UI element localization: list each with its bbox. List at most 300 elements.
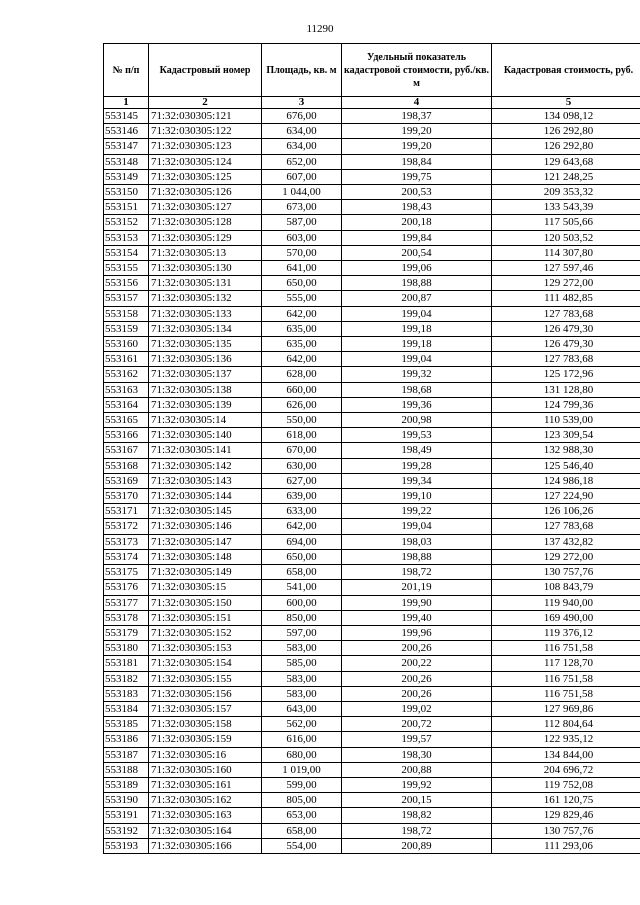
row-number-cell: 553166 <box>104 428 149 443</box>
area-cell: 562,00 <box>262 717 342 732</box>
header-cadastral-value: Кадастровая стоимость, руб. <box>492 44 640 97</box>
area-cell: 550,00 <box>262 413 342 428</box>
cadastral-number-cell: 71:32:030305:158 <box>149 717 262 732</box>
row-number-cell: 553183 <box>104 686 149 701</box>
row-number-cell: 553173 <box>104 534 149 549</box>
specific-value-cell: 198,72 <box>342 823 492 838</box>
row-number-cell: 553189 <box>104 777 149 792</box>
specific-value-cell: 200,72 <box>342 717 492 732</box>
row-number-cell: 553169 <box>104 473 149 488</box>
page-number: 11290 <box>306 23 334 35</box>
area-cell: 634,00 <box>262 139 342 154</box>
cadastral-number-cell: 71:32:030305:13 <box>149 245 262 260</box>
table-row <box>104 413 640 428</box>
cadastral-number-cell: 71:32:030305:147 <box>149 534 262 549</box>
table-row <box>104 367 640 382</box>
cadastral-value-cell: 134 098,12 <box>492 109 640 124</box>
cadastral-value-cell: 116 751,58 <box>492 641 640 656</box>
area-cell: 676,00 <box>262 109 342 124</box>
cadastral-number-cell: 71:32:030305:145 <box>149 504 262 519</box>
specific-value-cell: 199,57 <box>342 732 492 747</box>
specific-value-cell: 199,40 <box>342 610 492 625</box>
table-row <box>104 261 640 276</box>
row-number-cell: 553154 <box>104 245 149 260</box>
area-cell: 694,00 <box>262 534 342 549</box>
cadastral-number-cell: 71:32:030305:127 <box>149 200 262 215</box>
row-number-cell: 553164 <box>104 397 149 412</box>
specific-value-cell: 198,72 <box>342 565 492 580</box>
row-number-cell: 553149 <box>104 169 149 184</box>
cadastral-value-cell: 130 757,76 <box>492 565 640 580</box>
area-cell: 587,00 <box>262 215 342 230</box>
specific-value-cell: 200,26 <box>342 671 492 686</box>
cadastral-value-cell: 161 120,75 <box>492 793 640 808</box>
specific-value-cell: 199,28 <box>342 458 492 473</box>
cadastral-number-cell: 71:32:030305:150 <box>149 595 262 610</box>
area-cell: 643,00 <box>262 701 342 716</box>
specific-value-cell: 199,04 <box>342 306 492 321</box>
area-cell: 634,00 <box>262 124 342 139</box>
specific-value-cell: 200,18 <box>342 215 492 230</box>
table-row <box>104 443 640 458</box>
cadastral-value-cell: 129 643,68 <box>492 154 640 169</box>
cadastral-value-cell: 137 432,82 <box>492 534 640 549</box>
table-row <box>104 808 640 823</box>
cadastral-number-cell: 71:32:030305:152 <box>149 625 262 640</box>
area-cell: 585,00 <box>262 656 342 671</box>
area-cell: 680,00 <box>262 747 342 762</box>
cadastral-value-cell: 127 783,68 <box>492 519 640 534</box>
specific-value-cell: 199,06 <box>342 261 492 276</box>
table-row <box>104 701 640 716</box>
table-row <box>104 777 640 792</box>
row-number-cell: 553156 <box>104 276 149 291</box>
cadastral-value-cell: 209 353,32 <box>492 185 640 200</box>
row-number-cell: 553184 <box>104 701 149 716</box>
specific-value-cell: 200,88 <box>342 762 492 777</box>
area-cell: 639,00 <box>262 489 342 504</box>
cadastral-value-cell: 117 128,70 <box>492 656 640 671</box>
row-number-cell: 553150 <box>104 185 149 200</box>
cadastral-value-cell: 126 292,80 <box>492 139 640 154</box>
cadastral-number-cell: 71:32:030305:160 <box>149 762 262 777</box>
cadastral-number-cell: 71:32:030305:134 <box>149 321 262 336</box>
cadastral-value-cell: 204 696,72 <box>492 762 640 777</box>
cadastral-value-cell: 129 829,46 <box>492 808 640 823</box>
area-cell: 642,00 <box>262 519 342 534</box>
table-row <box>104 641 640 656</box>
cadastral-number-cell: 71:32:030305:129 <box>149 230 262 245</box>
row-number-cell: 553188 <box>104 762 149 777</box>
specific-value-cell: 200,89 <box>342 838 492 853</box>
row-number-cell: 553181 <box>104 656 149 671</box>
table-row <box>104 185 640 200</box>
cadastral-value-cell: 169 490,00 <box>492 610 640 625</box>
row-number-cell: 553151 <box>104 200 149 215</box>
table-row <box>104 793 640 808</box>
cadastral-number-cell: 71:32:030305:144 <box>149 489 262 504</box>
row-number-cell: 553147 <box>104 139 149 154</box>
cadastral-number-cell: 71:32:030305:153 <box>149 641 262 656</box>
column-number-row <box>104 97 640 109</box>
specific-value-cell: 198,88 <box>342 276 492 291</box>
area-cell: 850,00 <box>262 610 342 625</box>
area-cell: 583,00 <box>262 641 342 656</box>
cadastral-number-cell: 71:32:030305:146 <box>149 519 262 534</box>
row-number-cell: 553186 <box>104 732 149 747</box>
specific-value-cell: 199,04 <box>342 352 492 367</box>
cadastral-value-cell: 127 224,90 <box>492 489 640 504</box>
table-row <box>104 762 640 777</box>
cadastral-value-cell: 122 935,12 <box>492 732 640 747</box>
row-number-cell: 553176 <box>104 580 149 595</box>
specific-value-cell: 200,98 <box>342 413 492 428</box>
cadastral-number-cell: 71:32:030305:140 <box>149 428 262 443</box>
specific-value-cell: 199,92 <box>342 777 492 792</box>
cadastral-value-cell: 134 844,00 <box>492 747 640 762</box>
cadastral-value-cell: 130 757,76 <box>492 823 640 838</box>
cadastral-number-cell: 71:32:030305:122 <box>149 124 262 139</box>
cadastral-number-cell: 71:32:030305:162 <box>149 793 262 808</box>
row-number-cell: 553190 <box>104 793 149 808</box>
area-cell: 1 019,00 <box>262 762 342 777</box>
row-number-cell: 553171 <box>104 504 149 519</box>
area-cell: 635,00 <box>262 337 342 352</box>
table-header <box>104 44 640 109</box>
cadastral-number-cell: 71:32:030305:121 <box>149 109 262 124</box>
area-cell: 618,00 <box>262 428 342 443</box>
table-row <box>104 625 640 640</box>
area-cell: 628,00 <box>262 367 342 382</box>
area-cell: 805,00 <box>262 793 342 808</box>
area-cell: 600,00 <box>262 595 342 610</box>
cadastral-value-cell: 127 969,86 <box>492 701 640 716</box>
table-row <box>104 352 640 367</box>
area-cell: 607,00 <box>262 169 342 184</box>
header-area: Площадь, кв. м <box>262 44 342 97</box>
cadastral-value-cell: 127 783,68 <box>492 306 640 321</box>
header-row-number: № п/п <box>104 44 149 97</box>
cadastral-number-cell: 71:32:030305:130 <box>149 261 262 276</box>
cadastral-value-cell: 131 128,80 <box>492 382 640 397</box>
area-cell: 635,00 <box>262 321 342 336</box>
column-number: 1 <box>104 97 149 109</box>
cadastral-value-cell: 111 293,06 <box>492 838 640 853</box>
specific-value-cell: 200,53 <box>342 185 492 200</box>
row-number-cell: 553145 <box>104 109 149 124</box>
specific-value-cell: 200,87 <box>342 291 492 306</box>
row-number-cell: 553165 <box>104 413 149 428</box>
table-row <box>104 169 640 184</box>
cadastral-number-cell: 71:32:030305:15 <box>149 580 262 595</box>
cadastral-number-cell: 71:32:030305:164 <box>149 823 262 838</box>
cadastral-value-cell: 108 843,79 <box>492 580 640 595</box>
row-number-cell: 553187 <box>104 747 149 762</box>
cadastral-value-cell: 121 248,25 <box>492 169 640 184</box>
row-number-cell: 553192 <box>104 823 149 838</box>
cadastral-value-cell: 123 309,54 <box>492 428 640 443</box>
table-row <box>104 337 640 352</box>
specific-value-cell: 199,53 <box>342 428 492 443</box>
table-row <box>104 732 640 747</box>
cadastral-number-cell: 71:32:030305:128 <box>149 215 262 230</box>
cadastral-number-cell: 71:32:030305:16 <box>149 747 262 762</box>
table-row <box>104 519 640 534</box>
cadastral-value-cell: 116 751,58 <box>492 671 640 686</box>
table-row <box>104 565 640 580</box>
table-row <box>104 109 640 124</box>
row-number-cell: 553179 <box>104 625 149 640</box>
cadastral-value-cell: 129 272,00 <box>492 549 640 564</box>
specific-value-cell: 199,20 <box>342 139 492 154</box>
cadastral-value-cell: 127 597,46 <box>492 261 640 276</box>
specific-value-cell: 199,02 <box>342 701 492 716</box>
cadastral-value-cell: 119 376,12 <box>492 625 640 640</box>
cadastral-value-cell: 127 783,68 <box>492 352 640 367</box>
cadastral-value-cell: 132 988,30 <box>492 443 640 458</box>
table-body <box>104 109 640 854</box>
cadastral-value-cell: 129 272,00 <box>492 276 640 291</box>
table-row <box>104 686 640 701</box>
area-cell: 650,00 <box>262 549 342 564</box>
cadastral-number-cell: 71:32:030305:156 <box>149 686 262 701</box>
cadastral-value-cell: 126 106,26 <box>492 504 640 519</box>
column-number: 2 <box>149 97 262 109</box>
area-cell: 603,00 <box>262 230 342 245</box>
table-row <box>104 747 640 762</box>
row-number-cell: 553146 <box>104 124 149 139</box>
cadastral-number-cell: 71:32:030305:126 <box>149 185 262 200</box>
cadastral-value-cell: 124 986,18 <box>492 473 640 488</box>
column-number: 3 <box>262 97 342 109</box>
cadastral-value-cell: 126 292,80 <box>492 124 640 139</box>
cadastral-number-cell: 71:32:030305:154 <box>149 656 262 671</box>
area-cell: 642,00 <box>262 306 342 321</box>
area-cell: 541,00 <box>262 580 342 595</box>
cadastral-value-cell: 119 752,08 <box>492 777 640 792</box>
table-row <box>104 595 640 610</box>
row-number-cell: 553182 <box>104 671 149 686</box>
specific-value-cell: 198,43 <box>342 200 492 215</box>
specific-value-cell: 198,49 <box>342 443 492 458</box>
header-specific-value: Удельный показатель кадастровой стоимости, руб./кв. м <box>342 44 492 97</box>
cadastral-number-cell: 71:32:030305:139 <box>149 397 262 412</box>
cadastral-value-cell: 110 539,00 <box>492 413 640 428</box>
cadastral-number-cell: 71:32:030305:149 <box>149 565 262 580</box>
table-row <box>104 549 640 564</box>
table-row <box>104 321 640 336</box>
table-row <box>104 276 640 291</box>
cadastral-value-cell: 120 503,52 <box>492 230 640 245</box>
table-row <box>104 580 640 595</box>
cadastral-number-cell: 71:32:030305:125 <box>149 169 262 184</box>
specific-value-cell: 198,30 <box>342 747 492 762</box>
specific-value-cell: 199,04 <box>342 519 492 534</box>
cadastral-number-cell: 71:32:030305:157 <box>149 701 262 716</box>
cadastral-number-cell: 71:32:030305:159 <box>149 732 262 747</box>
row-number-cell: 553191 <box>104 808 149 823</box>
cadastral-value-cell: 117 505,66 <box>492 215 640 230</box>
cadastral-number-cell: 71:32:030305:133 <box>149 306 262 321</box>
table-row <box>104 245 640 260</box>
row-number-cell: 553158 <box>104 306 149 321</box>
cadastral-number-cell: 71:32:030305:163 <box>149 808 262 823</box>
cadastral-value-cell: 116 751,58 <box>492 686 640 701</box>
cadastral-number-cell: 71:32:030305:123 <box>149 139 262 154</box>
area-cell: 633,00 <box>262 504 342 519</box>
area-cell: 673,00 <box>262 200 342 215</box>
cadastral-number-cell: 71:32:030305:124 <box>149 154 262 169</box>
table-row <box>104 215 640 230</box>
row-number-cell: 553153 <box>104 230 149 245</box>
specific-value-cell: 200,26 <box>342 686 492 701</box>
table-row <box>104 717 640 732</box>
cadastral-number-cell: 71:32:030305:151 <box>149 610 262 625</box>
table-row <box>104 671 640 686</box>
cadastral-number-cell: 71:32:030305:136 <box>149 352 262 367</box>
row-number-cell: 553167 <box>104 443 149 458</box>
area-cell: 627,00 <box>262 473 342 488</box>
specific-value-cell: 198,68 <box>342 382 492 397</box>
specific-value-cell: 199,75 <box>342 169 492 184</box>
specific-value-cell: 199,90 <box>342 595 492 610</box>
row-number-cell: 553163 <box>104 382 149 397</box>
row-number-cell: 553160 <box>104 337 149 352</box>
area-cell: 597,00 <box>262 625 342 640</box>
area-cell: 642,00 <box>262 352 342 367</box>
cadastral-value-cell: 119 940,00 <box>492 595 640 610</box>
specific-value-cell: 199,34 <box>342 473 492 488</box>
specific-value-cell: 200,54 <box>342 245 492 260</box>
cadastral-number-cell: 71:32:030305:148 <box>149 549 262 564</box>
specific-value-cell: 200,15 <box>342 793 492 808</box>
cadastral-number-cell: 71:32:030305:138 <box>149 382 262 397</box>
row-number-cell: 553170 <box>104 489 149 504</box>
area-cell: 653,00 <box>262 808 342 823</box>
header-cadastral-number: Кадастровый номер <box>149 44 262 97</box>
header-row <box>104 44 640 97</box>
specific-value-cell: 199,18 <box>342 321 492 336</box>
row-number-cell: 553155 <box>104 261 149 276</box>
area-cell: 660,00 <box>262 382 342 397</box>
row-number-cell: 553168 <box>104 458 149 473</box>
table-row <box>104 397 640 412</box>
specific-value-cell: 200,22 <box>342 656 492 671</box>
row-number-cell: 553174 <box>104 549 149 564</box>
cadastral-value-cell: 126 479,30 <box>492 337 640 352</box>
table-row <box>104 139 640 154</box>
area-cell: 670,00 <box>262 443 342 458</box>
area-cell: 583,00 <box>262 686 342 701</box>
cadastral-value-cell: 124 799,36 <box>492 397 640 412</box>
row-number-cell: 553177 <box>104 595 149 610</box>
cadastral-number-cell: 71:32:030305:132 <box>149 291 262 306</box>
area-cell: 652,00 <box>262 154 342 169</box>
table-row <box>104 838 640 853</box>
cadastral-value-cell: 126 479,30 <box>492 321 640 336</box>
table-row <box>104 823 640 838</box>
area-cell: 658,00 <box>262 823 342 838</box>
specific-value-cell: 199,22 <box>342 504 492 519</box>
row-number-cell: 553157 <box>104 291 149 306</box>
area-cell: 626,00 <box>262 397 342 412</box>
area-cell: 554,00 <box>262 838 342 853</box>
specific-value-cell: 198,03 <box>342 534 492 549</box>
specific-value-cell: 199,96 <box>342 625 492 640</box>
area-cell: 650,00 <box>262 276 342 291</box>
table-row <box>104 610 640 625</box>
table-row <box>104 306 640 321</box>
area-cell: 1 044,00 <box>262 185 342 200</box>
specific-value-cell: 199,10 <box>342 489 492 504</box>
area-cell: 658,00 <box>262 565 342 580</box>
row-number-cell: 553193 <box>104 838 149 853</box>
specific-value-cell: 199,84 <box>342 230 492 245</box>
cadastral-number-cell: 71:32:030305:155 <box>149 671 262 686</box>
table-row <box>104 154 640 169</box>
cadastral-number-cell: 71:32:030305:143 <box>149 473 262 488</box>
area-cell: 583,00 <box>262 671 342 686</box>
cadastral-number-cell: 71:32:030305:166 <box>149 838 262 853</box>
cadastral-number-cell: 71:32:030305:142 <box>149 458 262 473</box>
specific-value-cell: 199,36 <box>342 397 492 412</box>
cadastral-value-cell: 125 172,96 <box>492 367 640 382</box>
cadastral-value-cell: 125 546,40 <box>492 458 640 473</box>
table-row <box>104 291 640 306</box>
cadastral-value-cell: 112 804,64 <box>492 717 640 732</box>
table-row <box>104 458 640 473</box>
table-row <box>104 489 640 504</box>
specific-value-cell: 201,19 <box>342 580 492 595</box>
specific-value-cell: 198,82 <box>342 808 492 823</box>
cadastral-number-cell: 71:32:030305:135 <box>149 337 262 352</box>
cadastral-value-cell: 111 482,85 <box>492 291 640 306</box>
cadastral-number-cell: 71:32:030305:131 <box>149 276 262 291</box>
row-number-cell: 553185 <box>104 717 149 732</box>
row-number-cell: 553159 <box>104 321 149 336</box>
table-row <box>104 382 640 397</box>
table-row <box>104 534 640 549</box>
column-number: 5 <box>492 97 640 109</box>
specific-value-cell: 199,32 <box>342 367 492 382</box>
area-cell: 599,00 <box>262 777 342 792</box>
area-cell: 641,00 <box>262 261 342 276</box>
cadastral-table <box>103 43 640 854</box>
area-cell: 616,00 <box>262 732 342 747</box>
row-number-cell: 553172 <box>104 519 149 534</box>
area-cell: 555,00 <box>262 291 342 306</box>
row-number-cell: 553148 <box>104 154 149 169</box>
table-row <box>104 230 640 245</box>
table-row <box>104 200 640 215</box>
specific-value-cell: 199,18 <box>342 337 492 352</box>
row-number-cell: 553180 <box>104 641 149 656</box>
specific-value-cell: 200,26 <box>342 641 492 656</box>
cadastral-number-cell: 71:32:030305:14 <box>149 413 262 428</box>
specific-value-cell: 199,20 <box>342 124 492 139</box>
table-row <box>104 656 640 671</box>
row-number-cell: 553162 <box>104 367 149 382</box>
column-number: 4 <box>342 97 492 109</box>
specific-value-cell: 198,84 <box>342 154 492 169</box>
row-number-cell: 553175 <box>104 565 149 580</box>
table-row <box>104 504 640 519</box>
row-number-cell: 553161 <box>104 352 149 367</box>
cadastral-number-cell: 71:32:030305:141 <box>149 443 262 458</box>
row-number-cell: 553178 <box>104 610 149 625</box>
specific-value-cell: 198,37 <box>342 109 492 124</box>
table-row <box>104 428 640 443</box>
